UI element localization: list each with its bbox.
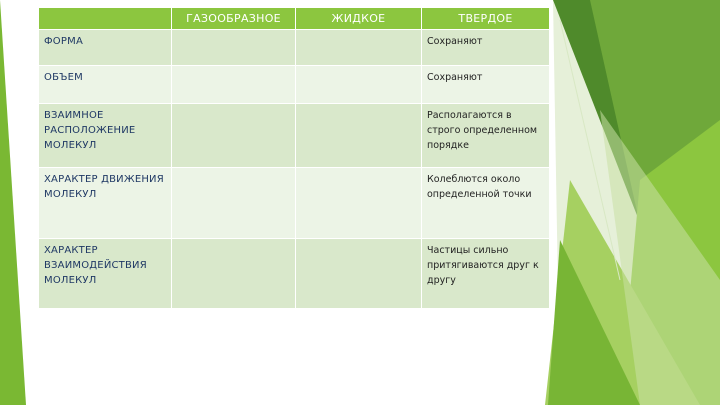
cell-liquid — [296, 104, 422, 168]
row-label-motion: ХАРАКТЕР ДВИЖЕНИЯ МОЛЕКУЛ — [39, 168, 172, 239]
cell-liquid — [296, 30, 422, 66]
table-row — [39, 168, 550, 239]
header-row — [39, 8, 550, 30]
cell-liquid — [296, 168, 422, 239]
header-empty — [39, 8, 172, 30]
cell-gas — [172, 104, 296, 168]
header-solid: ТВЕРДОЕ — [422, 8, 550, 30]
left-green-triangle — [0, 0, 26, 405]
table-row — [39, 30, 550, 66]
row-label-arrangement: ВЗАИМНОЕ РАСПОЛОЖЕНИЕ МОЛЕКУЛ — [39, 104, 172, 168]
table-row — [39, 66, 550, 104]
row-label-volume: ОБЪЕМ — [39, 66, 172, 104]
cell-solid: Сохраняют — [422, 66, 550, 104]
cell-solid: Частицы сильно притягиваются друг к другу — [422, 239, 550, 309]
cell-gas — [172, 66, 296, 104]
cell-solid: Колеблются около определенной точки — [422, 168, 550, 239]
header-gas: ГАЗООБРАЗНОЕ — [172, 8, 296, 30]
table-row — [39, 104, 550, 168]
cell-gas — [172, 168, 296, 239]
row-label-interaction: ХАРАКТЕР ВЗАИМОДЕЙСТВИЯ МОЛЕКУЛ — [39, 239, 172, 309]
row-label-shape: ФОРМА — [39, 30, 172, 66]
table-row — [39, 239, 550, 309]
states-of-matter-table — [38, 7, 550, 309]
cell-liquid — [296, 239, 422, 309]
cell-liquid — [296, 66, 422, 104]
cell-solid: Сохраняют — [422, 30, 550, 66]
cell-solid: Располагаются в строго определенном порядке — [422, 104, 550, 168]
header-liquid: ЖИДКОЕ — [296, 8, 422, 30]
cell-gas — [172, 30, 296, 66]
cell-gas — [172, 239, 296, 309]
